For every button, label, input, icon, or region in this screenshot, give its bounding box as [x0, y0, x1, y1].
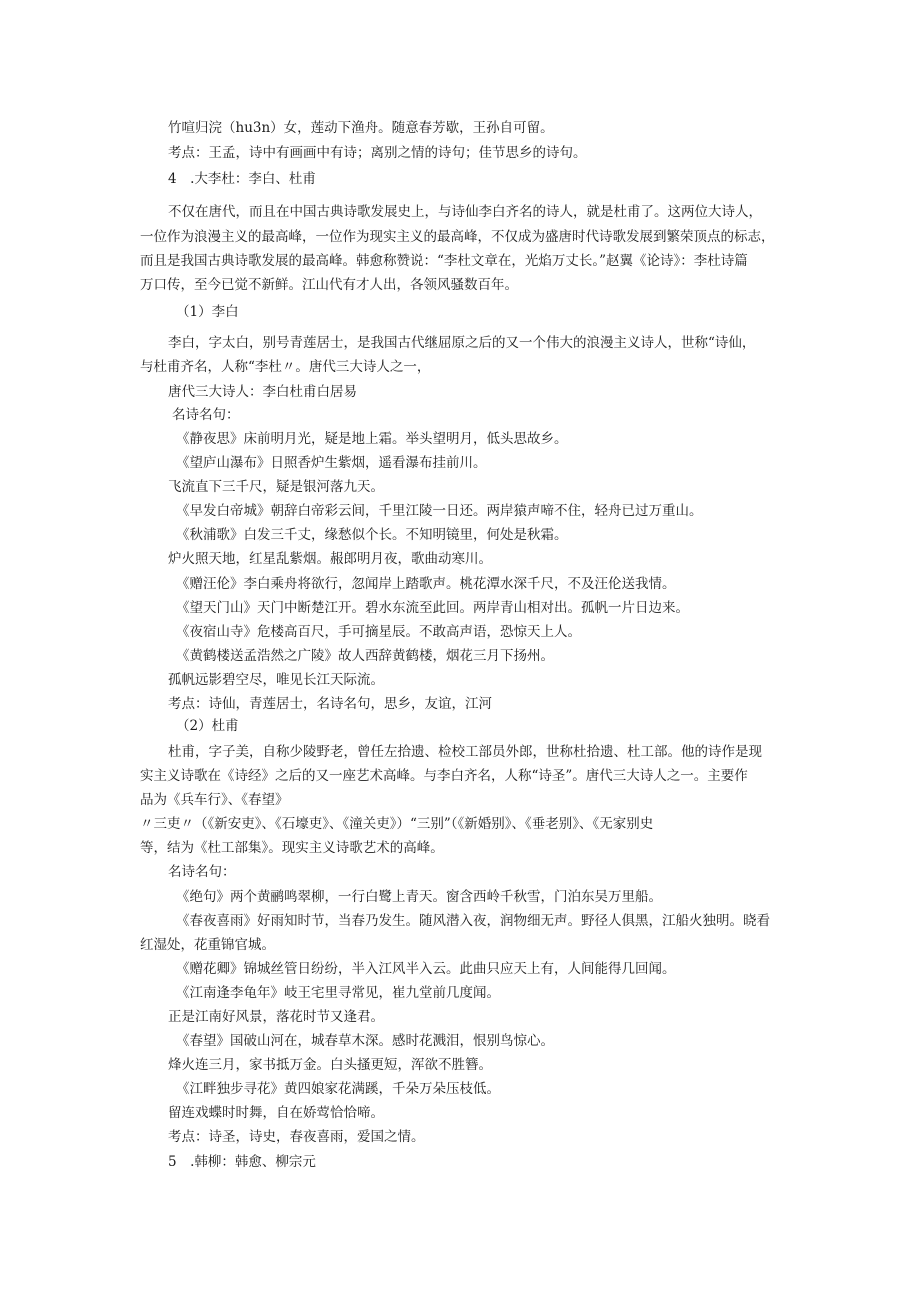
poem-line: 留连戏蝶时时舞，自在娇莺恰恰啼。: [168, 1105, 384, 1121]
poem-line: 飞流直下三千尺，疑是银河落九天。: [168, 479, 384, 495]
text-line: 品为《兵车行》、《春望》: [140, 792, 289, 808]
poem-line: 《江畔独步寻花》黄四娘家花满蹊，千朵万朵压枝低。: [176, 1081, 500, 1097]
poem-line: 烽火连三月，家书抵万金。白头搔更短，浑欲不胜簪。: [168, 1057, 492, 1073]
poem-line: 红湿处，花重锦官城。: [140, 937, 275, 953]
poem-line: 《赠花卿》锦城丝管日纷纷，半入江风半入云。此曲只应天上有，人间能得几回闻。: [176, 961, 676, 977]
poem-line: 炉火照天地，红星乱紫烟。赧郎明月夜，歌曲动寒川。: [168, 551, 492, 567]
poem-line: 《黄鹤楼送孟浩然之广陵》故人西辞黄鹤楼，烟花三月下扬州。: [176, 648, 554, 664]
text-line: 不仅在唐代，而且在中国古典诗歌发展史上，与诗仙李白齐名的诗人，就是杜甫了。这两位大诗人，: [168, 204, 762, 220]
text-line: 〃三吏〃（《新安吏》、《石壕吏》、《潼关吏》）“三别”（《新婚别》、《垂老别》、《无家别史: [140, 816, 654, 832]
text-line: 名诗名句：: [172, 407, 240, 423]
poem-line: 《夜宿山寺》危楼高百尺，手可摘星辰。不敢高声语，恐惊天上人。: [176, 624, 581, 640]
text-line: 考点：王孟，诗中有画画中有诗；离别之情的诗句；佳节思乡的诗句。: [168, 145, 587, 161]
section-heading: 4 .大李杜：李白、杜甫: [168, 171, 316, 187]
text-line: 考点：诗仙，青莲居士，名诗名句，思乡，友谊，江河: [168, 696, 492, 712]
text-line: 竹喧归浣（hu3n）女，莲动下渔舟。随意春芳歇，王孙自可留。: [168, 120, 554, 136]
text-line: 而且是我国古典诗歌发展的最高峰。韩愈称赞说：“李杜文章在，光焰万丈长。”赵翼《论诗》：李杜诗篇: [140, 253, 748, 269]
poem-line: 《望庐山瀑布》日照香炉生紫烟，遥看瀑布挂前川。: [176, 455, 487, 471]
text-line: 李白，字太白，别号青莲居士，是我国古代继屈原之后的又一个伟大的浪漫主义诗人，世称“诗仙，: [168, 335, 756, 351]
poem-line: 《绝句》两个黄鹂鸣翠柳，一行白鹭上青天。窗含西岭千秋雪，门泊东吴万里船。: [176, 889, 662, 905]
text-line: 等，结为《杜工部集》。现实主义诗歌艺术的高峰。: [140, 840, 444, 856]
text-line: 与杜甫齐名，人称“李杜〃。唐代三大诗人之一，: [140, 359, 431, 375]
text-line: 万口传，至今已觉不新鲜。江山代有才人出，各领风骚数百年。: [140, 277, 518, 293]
poem-line: 《静夜思》床前明月光，疑是地上霜。举头望明月，低头思故乡。: [176, 431, 568, 447]
poem-line: 正是江南好风景，落花时节又逢君。: [168, 1009, 384, 1025]
poem-line: 《望天门山》天门中断楚江开。碧水东流至此回。两岸青山相对出。孤帆一片日边来。: [176, 600, 689, 616]
text-line: 杜甫，字子美，自称少陵野老，曾任左拾遗、检校工部员外郎，世称杜拾遗、杜工部。他的诗作是现: [168, 744, 762, 760]
text-line: 唐代三大诗人：李白杜甫白居易: [168, 384, 357, 400]
poem-line: 《江南逢李龟年》岐王宅里寻常见，崔九堂前几度闻。: [176, 985, 500, 1001]
section-heading: 5 .韩柳：韩愈、柳宗元: [168, 1154, 316, 1170]
text-line: 名诗名句：: [168, 864, 236, 880]
poem-line: 《早发白帝城》朝辞白帝彩云间，千里江陵一日还。两岸猿声啼不住，轻舟已过万重山。: [176, 503, 703, 519]
poem-line: 《赠汪伦》李白乘舟将欲行，忽闻岸上踏歌声。桃花潭水深千尺，不及汪伦送我情。: [176, 576, 676, 592]
subsection-heading: （1）李白: [176, 304, 239, 320]
text-line: 一位作为浪漫主义的最高峰，一位作为现实主义的最高峰，不仅成为盛唐时代诗歌发展到繁荣顶点的标志，: [140, 229, 775, 245]
subsection-heading: （2）杜甫: [176, 718, 239, 734]
text-line: 考点：诗圣，诗史，春夜喜雨，爱国之情。: [168, 1129, 425, 1145]
poem-line: 孤帆远影碧空尽，唯见长江天际流。: [168, 672, 384, 688]
poem-line: 《春望》国破山河在，城春草木深。感时花溅泪，恨别鸟惊心。: [176, 1033, 554, 1049]
text-line: 实主义诗歌在《诗经》之后的又一座艺术高峰。与李白齐名，人称“诗圣”。唐代三大诗人之一。主要作: [140, 768, 748, 784]
poem-line: 《春夜喜雨》好雨知时节，当春乃发生。随风潜入夜，润物细无声。野径人俱黑，江船火独明。晓看: [176, 913, 770, 929]
poem-line: 《秋浦歌》白发三千丈，缘愁似个长。不知明镜里，何处是秋霜。: [176, 527, 568, 543]
